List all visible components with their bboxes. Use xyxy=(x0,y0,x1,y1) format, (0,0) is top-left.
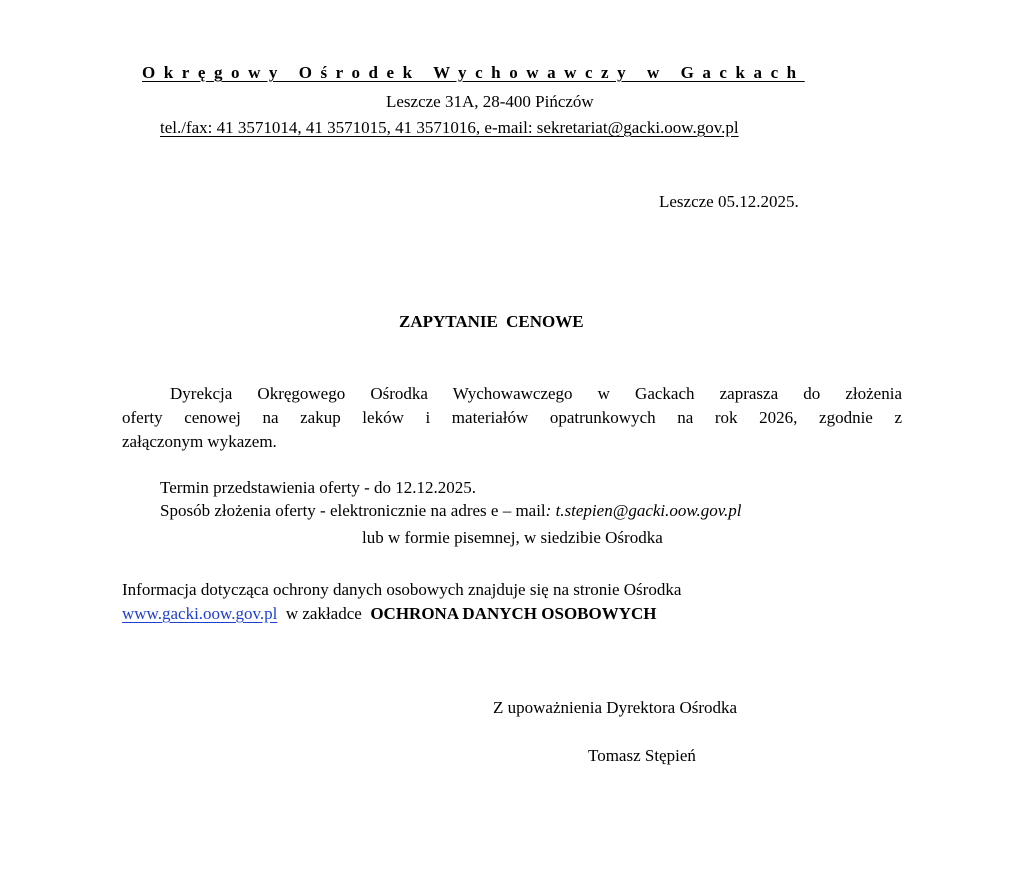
organization-contact: tel./fax: 41 3571014, 41 3571015, 41 3571016, e-mail: sekretariat@gacki.oow.gov.pl xyxy=(160,118,739,137)
organization-address: Leszcze 31A, 28-400 Pińczów xyxy=(386,92,594,111)
submission-alternative: lub w formie pisemnej, w siedzibie Ośrodka xyxy=(362,528,663,547)
submission-method-text: Sposób złożenia oferty - elektronicznie na adres e – mail xyxy=(160,501,546,520)
submission-method xyxy=(160,501,741,521)
signer-name: Tomasz Stępień xyxy=(588,746,696,765)
submission-email: : t.stepien@gacki.oow.gov.pl xyxy=(545,501,742,520)
intro-paragraph xyxy=(122,382,902,454)
privacy-info: Informacja dotycząca ochrony danych osobowych znajduje się na stronie Ośrodka xyxy=(122,580,682,599)
organization-name: Okręgowy Ośrodek Wychowawczy w Gackach xyxy=(142,63,805,82)
signature-authorization: Z upoważnienia Dyrektora Ośrodka xyxy=(493,698,738,717)
privacy-link-line xyxy=(122,604,657,624)
website-link[interactable]: www.gacki.oow.gov.pl xyxy=(122,604,278,623)
document-title: ZAPYTANIE CENOWE xyxy=(399,312,584,331)
offer-deadline: Termin przedstawienia oferty - do 12.12.2025. xyxy=(160,478,477,497)
intro-line-1: Dyrekcja Okręgowego Ośrodka Wychowawczego w Gackach zaprasza do złożenia xyxy=(170,384,902,403)
privacy-tab-text: w zakładce xyxy=(277,604,371,623)
intro-line-3: załączonym wykazem. xyxy=(122,432,277,451)
document-date: Leszcze 05.12.2025. xyxy=(659,192,799,211)
privacy-section-name: OCHRONA DANYCH OSOBOWYCH xyxy=(370,604,657,623)
intro-line-2: oferty cenowej na zakup leków i materiałów opatrunkowych na rok 2026, zgodnie z xyxy=(122,408,902,427)
